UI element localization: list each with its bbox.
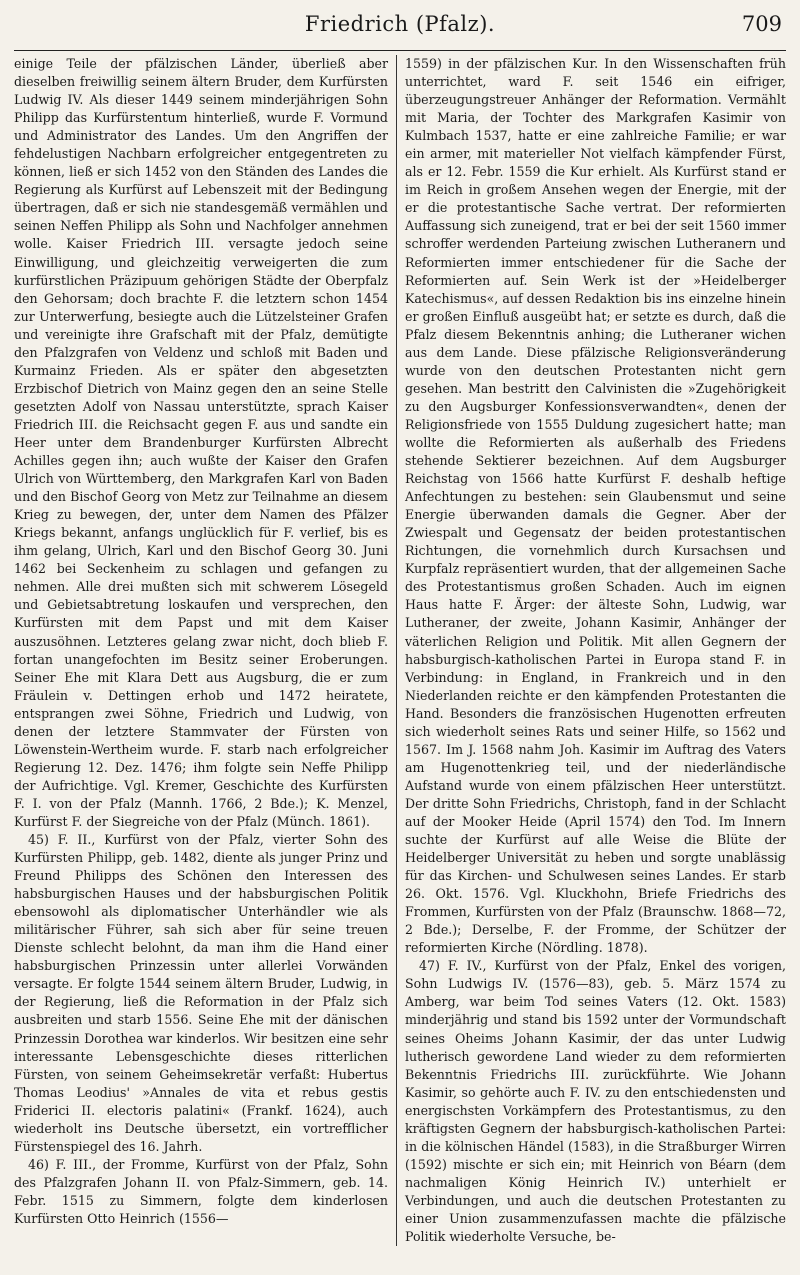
text-columns <box>14 55 786 1246</box>
left-column <box>14 55 396 1246</box>
paragraph: 1559) in der pfälzischen Kur. In den Wissenschaften früh unterrichtet, ward F. seit 1546 ein eifriger, überzeugungstreuer Anhänger der Reformation. Vermählt mit Maria, der Tochter des Markgrafen Kasimir von Kulmbach 1537, hatte er eine zahlreiche Familie; er war ein armer, mit materieller Not vielfach kämpfender Fürst, als er 12. Febr. 1559 die Kur erhielt. Als Kurfürst stand er im Reich in großem Ansehen wegen der Energie, mit der er die protestantische Sache vertrat. Der reformierten Auffassung sich zuneigend, trat er bei der seit 1560 immer schroffer werdenden Parteiung zwischen Lutheranern und Reformierten immer entschiedener für die Sache der Reformierten auf. Sein Werk ist der »Heidelberger Katechismus«, auf dessen Redaktion bis ins einzelne hinein er großen Einfluß ausgeübt hat; er setzte es durch, daß die Pfalz diesem Bekenntnis anhing; die Lutheraner wichen aus dem Lande. Diese pfälzische Religionsveränderung wurde von den deutschen Protestanten nicht gern gesehen. Man bestritt den Calvinisten die »Zugehörigkeit zu den Augsburger Konfessionsverwandten«, denen der Religionsfriede von 1555 Duldung zugesichert hatte; man wollte die Reformierten als außerhalb des Friedens stehende Sektierer bezeichnen. Auf dem Augsburger Reichstag von 1566 hatte Kurfürst F. deshalb heftige Anfechtungen zu bestehen: sein Glaubensmut und seine Energie überwanden damals die Gegner. Aber der Zwiespalt und Gegensatz der beiden protestantischen Richtungen, die vornehmlich durch Kursachsen und Kurpfalz repräsentiert wurden, that der allgemeinen Sache des Protestantismus großen Schaden. Auch im eignen Haus hatte F. Ärger: der älteste Sohn, Ludwig, war Lutheraner, der zweite, Johann Kasimir, Anhänger der väterlichen Religion und Politik. Mit allen Gegnern der habsburgisch-katholischen Partei in Europa stand F. in Verbindung: in England, in Frankreich und in den Niederlanden reichte er den kämpfenden Protestanten die Hand. Besonders die französischen Hugenotten erfreuten sich wiederholt seines Rats und seiner Hilfe, so 1562 und 1567. Im J. 1568 nahm Joh. Kasimir im Auftrag des Vaters am Hugenottenkrieg teil, und der niederländische Aufstand wurde von einem pfälzischen Heer unterstützt. Der dritte Sohn Friedrichs, Christoph, fand in der Schlacht auf der Mooker Heide (April 1574) den Tod. Im Innern suchte der Kurfürst auf alle Weise die Blüte der Heidelberger Universität zu heben und sorgte unablässig für das Kirchen- und Schulwesen seines Landes. Er starb 26. Okt. 1576. Vgl. Kluckhohn, Briefe Friedrichs des Frommen, Kurfürsten von der Pfalz (Braunschw. 1868—72, 2 Bde.); Derselbe, F. der Fromme, der Schützer der reformierten Kirche (Nördling. 1878). <box>405 56 786 956</box>
paragraph: 45) F. II., Kurfürst von der Pfalz, vierter Sohn des Kurfürsten Philipp, geb. 1482, diente als junger Prinz und Freund Philipps des Schönen den Interessen des habsburgischen Hauses und der habsburgischen Politik ebensowohl als diplomatischer Unterhändler wie als militärischer Führer, sah sich aber für seine treuen Dienste schlecht belohnt, da man ihm die Hand einer habsburgischen Prinzessin unter allerlei Vorwänden versagte. Er folgte 1544 seinem ältern Bruder, Ludwig, in der Regierung, ließ die Reformation in der Pfalz sich ausbreiten und starb 1556. Seine Ehe mit der dänischen Prinzessin Dorothea war kinderlos. Wir besitzen eine sehr interessante Lebensgeschichte dieses ritterlichen Fürsten, von seinem Geheimsekretär verfaßt: Hubertus Thomas Leodius' »Annales de vita et rebus gestis Friderici II. electoris palatini« (Frankf. 1624), auch wiederholt ins Deutsche übersetzt, ein vortrefflicher Fürstenspiegel des 16. Jahrh. <box>14 832 388 1154</box>
paragraph: 46) F. III., der Fromme, Kurfürst von der Pfalz, Sohn des Pfalzgrafen Johann II. von Pfalz-Simmern, geb. 14. Febr. 1515 zu Simmern, folgte dem kinderlosen Kurfürsten Otto Heinrich (1556— <box>14 1156 388 1226</box>
paragraph: 47) F. IV., Kurfürst von der Pfalz, Enkel des vorigen, Sohn Ludwigs IV. (1576—83), geb. 5. März 1574 zu Amberg, war beim Tod seines Vaters (12. Okt. 1583) minderjährig und stand bis 1592 unter der Vormundschaft seines Oheims Johann Kasimir, der das unter Ludwig lutherisch gewordene Land wieder zu dem reformierten Bekenntnis Friedrichs III. zurückführte. Wie Johann Kasimir, so gehörte auch F. IV. zu den entschiedensten und energischsten Vorkämpfern des Protestantismus, zu den kräftigsten Gegnern der habsburgisch-katholischen Partei: in die kölnischen Händel (1583), in die Straßburger Wirren (1592) mischte er sich ein; mit Heinrich von Béarn (dem nachmaligen König Heinrich IV.) unterhielt er Verbindungen, und auch die deutschen Protestanten zu einer Union zusammenzufassen machte die pfälzische Politik wiederholte Versuche, be- <box>405 958 786 1245</box>
running-head: Friedrich (Pfalz). <box>304 12 496 36</box>
right-column <box>396 55 786 1246</box>
page-number: 709 <box>741 12 782 36</box>
page-header <box>14 6 786 51</box>
paragraph: einige Teile der pfälzischen Länder, überließ aber dieselben freiwillig seinem ältern Bruder, dem Kurfürsten Ludwig IV. Als dieser 1449 seinem minderjährigen Sohn Philipp das Kurfürstentum hinterließ, wurde F. Vormund und Administrator des Landes. Um den Angriffen der fehdelustigen Nachbarn erfolgreicher entgegentreten zu können, ließ er sich 1452 von den Ständen des Landes die Regierung als Kurfürst auf Lebenszeit mit der Bedingung übertragen, daß er sich nie standesgemäß vermählen und seinen Neffen Philipp als Sohn und Nachfolger annehmen wolle. Kaiser Friedrich III. versagte jedoch seine Einwilligung, und gleichzeitig verweigerten die zum kurfürstlichen Präzipuum gehörigen Städte der Oberpfalz den Gehorsam; doch brachte F. die letztern schon 1454 zur Unterwerfung, besiegte auch die Lützelsteiner Grafen und vereinigte ihre Grafschaft mit der Pfalz, demütigte den Pfalzgrafen von Veldenz und schloß mit Baden und Kurmainz Frieden. Als er später den abgesetzten Erzbischof Dietrich von Mainz gegen den an seine Stelle gesetzten Adolf von Nassau unterstützte, sprach Kaiser Friedrich III. die Reichsacht gegen F. aus und sandte ein Heer unter dem Brandenburger Kurfürsten Albrecht Achilles gegen ihn; auch wußte der Kaiser den Grafen Ulrich von Württemberg, den Markgrafen Karl von Baden und den Bischof Georg von Metz zur Teilnahme an diesem Krieg zu bewegen, der, unter dem Namen des Pfälzer Kriegs bekannt, anfangs unglücklich für F. verlief, bis es ihm gelang, Ulrich, Karl und den Bischof Georg 30. Juni 1462 bei Seckenheim zu schlagen und gefangen zu nehmen. Alle drei mußten sich mit schwerem Lösegeld und Gebietsabtretung loskaufen und versprechen, den Kurfürsten mit dem Papst und mit dem Kaiser auszusöhnen. Letzteres gelang zwar nicht, doch blieb F. fortan unangefochten im Besitz seiner Eroberungen. Seiner Ehe mit Klara Dett aus Augsburg, die er zum Fräulein v. Dettingen erhob und 1472 heiratete, entsprangen zwei Söhne, Friedrich und Ludwig, von denen der letztere Stammvater der Fürsten von Löwenstein-Wertheim wurde. F. starb nach erfolgreicher Regierung 12. Dez. 1476; ihm folgte sein Neffe Philipp der Aufrichtige. Vgl. Kremer, Geschichte des Kurfürsten F. I. von der Pfalz (Mannh. 1766, 2 Bde.); K. Menzel, Kurfürst F. der Siegreiche von der Pfalz (Münch. 1861). <box>14 56 388 829</box>
